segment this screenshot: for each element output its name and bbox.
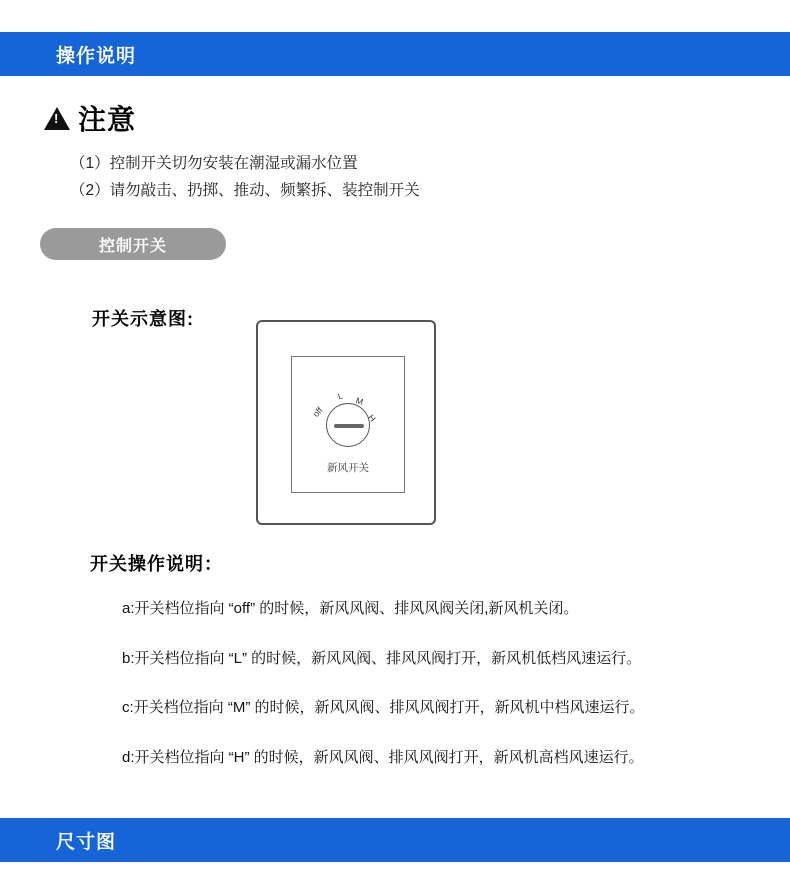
operation-item: c:开关档位指向 “M” 的时候，新风风阀、排风风阀打开，新风机中档风速运行。 [122,699,645,716]
notice-lines [70,150,744,204]
operation-instructions-list [122,598,772,796]
switch-inner-panel [291,356,405,493]
section-header-operation-instructions [0,32,790,76]
switch-plate-illustration [256,320,436,525]
knob-tick-h: H [366,412,378,424]
knob-tick-l: L [336,390,345,402]
knob-pointer-icon [334,424,364,428]
notice-block [44,98,744,204]
operation-item: b:开关档位指向 “L” 的时候，新风风阀、排风风阀打开，新风机低档风速运行。 [122,649,642,667]
knob-caption: 新风开关 [327,462,369,474]
switch-knob-group [310,390,378,447]
switch-diagram-title: 开关示意图: [92,309,194,329]
operation-item: d:开关档位指向 “H” 的时候，新风风阀、排风风阀打开，新风机高档风速运行。 [122,748,644,766]
control-switch-pill-label [40,228,226,260]
pill-label-text: 控制开关 [98,237,167,255]
notice-title: 注意 [78,104,137,135]
notice-line: （2）请勿敲击、扔掷、推动、频繁拆、装控制开关 [70,182,420,200]
section-header-title: 操作说明 [56,45,137,67]
notice-heading [44,98,744,138]
operation-instructions-title: 开关操作说明： [90,554,223,574]
switch-knob [326,403,370,447]
section-header-dimension-drawing [0,818,790,862]
operation-item: a:开关档位指向 “off” 的时候，新风风阀、排风风阀关闭,新风机关闭。 [122,600,579,617]
warning-triangle-icon [44,107,70,130]
notice-line: （1）控制开关切勿安装在潮湿或漏水位置 [70,155,358,172]
knob-tick-off: off [310,405,325,419]
section-header-title: 尺寸图 [56,831,117,853]
knob-tick-m: M [354,395,365,407]
